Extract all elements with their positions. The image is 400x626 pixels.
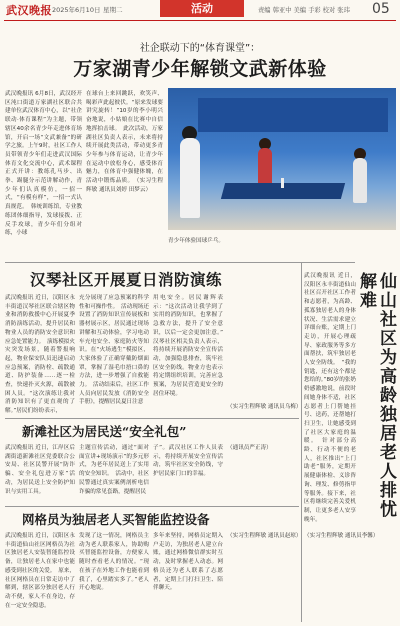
fire-story-col2: 充分展现了应急预案的科学性和可操作性。 活动现场还设置了消防知识宣传展板和器材展示区，居民通过现场讲解和互动体验，学习电动车充电安全、家庭防火等知识。在“火场逃生”模拟区，大家体验了正确穿戴防烟面罩，掌握了湿毛巾捂口鼻的方法，进一步增强了自救能力。 活动结束后，社区工作人员向居民发放《消防安全手册》，提醒居民夏日注意: [79, 295, 149, 406]
safety-story-col2: 主题宣传活动，通过“面对面宣讲+现场演示”的多元形式，为老年居民送上了实用的安全知识。 活动中，社区民警通过真实案例剖析电信诈骗的常见套路，提醒居民: [79, 445, 149, 495]
vertical-story-credit: （实习生程辉敏 通讯员李馨）: [304, 533, 379, 539]
monitor-story-col1: 武汉晚报讯 近日，汉阳区永丰街道仙山社区网格员为社区独居老人安装智能监控设备，让独居老人在家中也能感受到社区的关爱。 原来，社区网格员在日常走访中了解到，辖区部分独居老人行动不便，家人不在身边，存在一定安全隐患。: [5, 533, 75, 609]
lead-kicker: 社企联动下的“体育课堂”：: [139, 43, 261, 54]
page-number: 05: [372, 1, 390, 17]
safety-story-credit: （通讯员严正涛）: [227, 445, 272, 451]
section-tab: 活动: [160, 0, 244, 17]
vertical-story-col: 武汉晚报讯 近日，汉阳区永丰街道仙山社区召开社区工作者和志愿者，为高龄、孤寡独居老人的身体状况、生活需求建立详细台账，定期上门走访，开展心理疏导、家政服务等多方面帮扶，筑牢独居老人安全防线。 “我的钥匙，还有这个都是您给的。”80岁的张奶奶感激地说，前段时间她身体不适，社区志愿者上门帮她挂号、送药，还帮她打扫卫生，让她感受到了社区大家庭的温暖。 针对部分高龄、行动不便的老人，社区推出“上门助老”服务，定期开展健康体检、义诊咨询、理发、修剪指甲等服务。接下来，社区将继续完善关爱机制，让更多老人安享晚年。: [304, 273, 356, 523]
newspaper-logo: 武汉晚报: [6, 4, 52, 17]
safety-gift-headline: 新滩社区为居民送“安全礼包”: [22, 424, 187, 439]
lead-headline: 万家湖青少年解锁文武新体验: [73, 58, 327, 80]
fire-drill-headline: 汉琴社区开展夏日消防演练: [30, 270, 223, 289]
header-rule: [4, 20, 396, 21]
photo-caption: 青少年体验国球乒乓。: [168, 238, 224, 244]
fire-story-col4: [227, 294, 302, 412]
fire-story-col3: 用电安全。居民谢辉表示：“这次活动让我学到了实用的消防知识，也掌握了急救方法，提升了安全意识，以后一定会更加注意。” 汉琴社区相关负责人表示，将持续开展消防安全宣传活动，加强隐患排查，筑牢社区安全防线。物业方也表示将定期组织培训，完善应急预案，为居民营造更安全的居住环境。: [153, 295, 229, 397]
fire-story-credit: （实习生程辉敏 通讯员乌梅）: [227, 404, 302, 410]
fire-story-col1: 武汉晚报讯 近日，汉阳区永丰街道汉琴社区联合辖区物业和消防救援中心开展夏季消防演练活动，提升居民和物业人员的消防安全意识和应急处置能力。 演练模拟火灾突发场景，随着警报响起，物业保安队员迅速启动应急预案，消防栓、疏散通道、防护装备……逐一检查，快速扑灭火源，疏散被困人员。“这次演练让我对消防知识有了更直观的了解。”居民们纷纷表示，: [5, 295, 75, 415]
issue-date: 2025年6月10日: [52, 6, 101, 14]
lead-story-col2: 在球台上来回跳跃，欢笑声、喝彩声此起彼伏。“原来发球要讲究旋转！”10岁的李小明兴奋地说，小姑娘在比赛中自信地挥拍击球。 此次活动，万家湖社区负责人表示，未来将持续开展此类活动，带动更多青少年参与体育运动，让青少年在运动中放松身心，感受体育魅力，在体育中强健体魄，在活动中锻炼品质。 （实习生程辉敏 通讯员刘婷 田梦云）: [86, 91, 163, 193]
column-divider: [301, 262, 302, 622]
section-divider: [5, 418, 299, 419]
photo-figure: [353, 158, 367, 203]
photo-banner: [198, 98, 388, 132]
monitor-story-credit: （实习生程辉敏 通讯员赵琼）: [227, 533, 302, 539]
lead-photo: [168, 88, 396, 230]
monitor-headline: 网格员为独居老人买智能监控设备: [22, 512, 210, 527]
safety-story-col1: 武汉晚报讯 近日，江岸区后湖街道新滩社区党委联合公安局、社区民警开展“防诈骗、安全礼包进万家”活动，为居民送上安全防护知识与实用工具。: [5, 445, 75, 495]
section-divider: [5, 262, 355, 263]
monitor-story-col3: 多年来坚持，网格员定期入户走访，为独居老人建立台账，通过网格微信群实时互动，及时掌握老人动态。网格员还为老人联系了志愿者，定期上门打扫卫生、陪伴聊天。: [153, 533, 223, 592]
monitor-story-col2: 发现了这一情况，网格员主动为老人联系家人，协助购买智能监控设备，方便家人随时查看老人的情况。“现在孩子在外地工作也能看到我了，心里踏实多了。”老人开心地说。: [79, 533, 149, 592]
ping-pong-net: [281, 178, 284, 188]
photo-figure: [180, 138, 200, 218]
lead-story-col1: 武汉晚报讯 6月8日，武汉经开区沌口街道万家湖社区联合共建单位武汉体育中心，以“社企联动·体育课程”为主题，带领辖区40余名青少年走进体育场馆，开启一场“文武兼备”的研学之旅。上午9时，社区工作人员带领青少年们走进武汉国际体育文化交流中心，武术课程正式开讲：教练孔马步、出拳、踢腿分示范讲解动作，青少年们认真模仿，一招一式，“有模有样”，一招一式认真规范。 韩统训练馆，专业教练团体细指导，发球接拨、正反手攻球，青少年们分组对练，小球: [5, 91, 82, 237]
safety-story-col3: 子”。武汉社区工作人员表示，将持续开展安全宣传活动，筑牢社区安全防线，守护居民家门口的幸福。: [153, 445, 223, 478]
section-divider: [5, 506, 299, 507]
vertical-headline: 仙山社区为高龄独居老人排忧解难: [356, 272, 396, 519]
issue-weekday: 星期二: [103, 6, 123, 14]
editor-credits: 责编 韩亚中 美编 手彩 校对 张玮: [258, 7, 350, 14]
masthead: [0, 0, 400, 20]
